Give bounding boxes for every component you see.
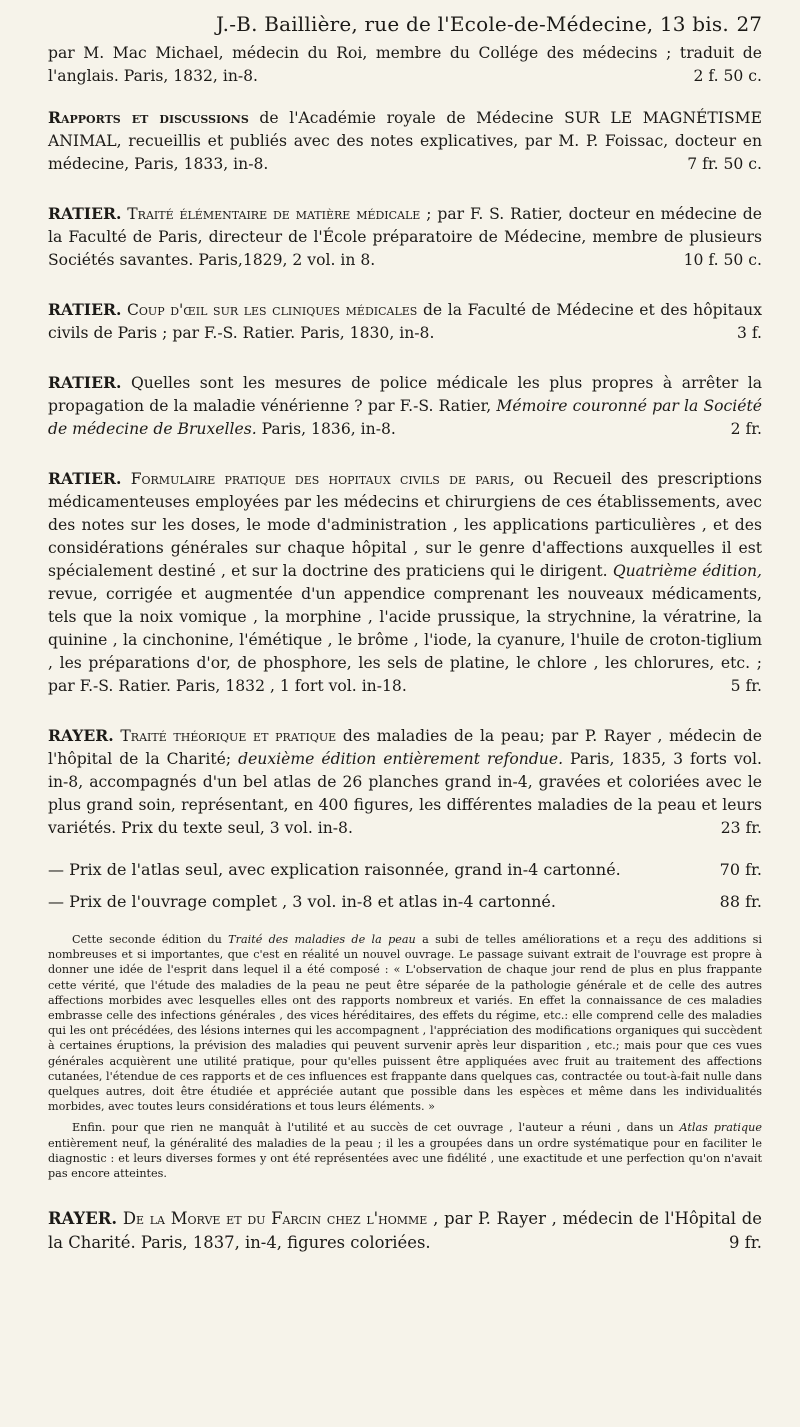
entry-italic: Mémoire couronné par la Société de médecine de Bruxelles. bbox=[48, 397, 762, 438]
entry-author: RAYER. bbox=[48, 1209, 118, 1229]
entry-author: RATIER. bbox=[48, 373, 122, 392]
entry-author: RAYER. bbox=[48, 726, 114, 745]
entry-text: , ou Recueil des prescriptions médicamenteuses employées par les médecins et chirurgiens de ces établissements, avec des notes sur les doses, le mode d'administration , les applications particulières , et des considérations générales sur chaque hôpital , sur le genre d'affections auxquelles il est spécialement destiné , et sur la doctrine des praticiens qui le dirigent. bbox=[48, 470, 762, 580]
running-header bbox=[48, 8, 762, 42]
entry-author: RATIER. bbox=[48, 469, 122, 488]
entry-price: 3 f. bbox=[736, 324, 762, 342]
entry-text: Quelles sont les mesures de police médicale les plus propres à arrêter la propagation de la maladie vénérienne ? par F.-S. Ratier, bbox=[48, 374, 762, 415]
price-line-complete bbox=[48, 890, 762, 914]
entry-title: Formulaire pratique des hopitaux civils de paris bbox=[130, 470, 510, 488]
entry-price: 9 fr. bbox=[729, 1233, 762, 1253]
entry-text: de la Faculté de Médecine et des hôpitaux civils de Paris ; par F.-S. Ratier. Paris, 1830, in-8. bbox=[48, 301, 762, 342]
entry-price: 5 fr. bbox=[730, 677, 762, 695]
entry-text: , par P. Rayer , médecin de l'Hôpital de la Charité. Paris, 1837, in-4, figures coloriées. bbox=[48, 1209, 762, 1253]
catalog-entry bbox=[48, 42, 762, 88]
note-text: a subi de telles améliorations et a reçu des additions si nombreuses et si importantes, que c'est en réalité un nouvel ouvrage. Le passage suivant extrait de l'ouvrage est propre à donner une idée de l'esprit dans lequel il a été composé : « L'observation de chaque jour rend de plus en plus frappante cette vérité, que l'étude des maladies de la peau ne peut être séparée de la pathologie générale et de celle des autres affections morbides avec lesquelles elles ont des rapports nombreux et variés. En effet la connaissance de ces maladies embrasse celle des infections générales , des vices héréditaires, des effets du régime, etc.: elle comprend celle des maladies qui les ont précédées, des lésions internes qui les accompagnent , l'appréciation des modifications organiques qui succèdent à certaines éruptions, la prévision des maladies qui peuvent survenir après leur disparition , etc.; mais pour que ces vues générales acquièrent une utilité pratique, pour qu'elles puissent être appliquées avec fruit au traitement des affections cutanées, l'étendue de ces rapports et de ces influences est frappante dans quelques cas, contractée ou tout-à-fait nulle dans quelques autres, doit être étudiée et appréciée autant que possible dans les espèces et même dans les individualités morbides, avec toutes leurs considérations et tous leurs éléments. » bbox=[48, 933, 762, 1114]
entry-title: Coup d'œil sur les cliniques médicales bbox=[126, 301, 418, 319]
price-line-text: — Prix de l'atlas seul, avec explication raisonnée, grand in-4 cartonné. bbox=[48, 860, 621, 879]
note-text: entièrement neuf, la généralité des maladies de la peau ; il les a groupées dans un ordre systématique pour en faciliter le diagnostic : et leurs diverses formes y ont été représentées avec une fidélité , une exactitude et une perfection qu'on n'avait pas encore atteintes. bbox=[48, 1136, 762, 1181]
entry-price: 23 fr. bbox=[720, 819, 762, 837]
entry-price: 7 fr. 50 c. bbox=[687, 155, 762, 173]
note-italic: Traité des maladies de la peau bbox=[228, 933, 416, 946]
note-italic: Atlas pratique bbox=[679, 1121, 762, 1135]
price-line-atlas bbox=[48, 858, 762, 882]
entry-text: de l'Académie royale de Médecine SUR LE MAGNÉTISME ANIMAL, recueillis et publiés avec des notes explicatives, par M. P. Foissac, docteur en médecine, Paris, 1833, in-8. bbox=[48, 109, 762, 173]
entry-price: 2 f. 50 c. bbox=[693, 67, 762, 85]
entry-text: des maladies de la peau; par P. Rayer , médecin de l'hôpital de la Charité; bbox=[48, 727, 762, 768]
note-text: Cette seconde édition du bbox=[72, 933, 229, 946]
description-note-2 bbox=[48, 1120, 762, 1181]
catalog-entry bbox=[48, 202, 762, 272]
entry-text-tail: Paris, 1835, 3 forts vol. in-8, accompagnés d'un bel atlas de 26 planches grand in-4, gravées et coloriées avec le plus grand soin, représentant, en 400 figures, les différentes maladies de la peau et leurs variétés. Prix du texte seul, 3 vol. in-8. bbox=[48, 750, 762, 837]
entry-title: Traité théorique et pratique bbox=[120, 727, 337, 745]
price-line-text: — Prix de l'ouvrage complet , 3 vol. in-8 et atlas in-4 cartonné. bbox=[48, 892, 556, 911]
entry-text: ; par F. S. Ratier, docteur en médecine de la Faculté de Paris, directeur de l'École préparatoire de Médecine, membre de plusieurs Sociétés savantes. Paris,1829, 2 vol. in 8. bbox=[48, 205, 762, 269]
description-note-1 bbox=[48, 932, 762, 1114]
entry-text: par M. Mac Michael, médecin du Roi, membre du Collége des médecins ; traduit de l'anglais. Paris, 1832, in-8. bbox=[48, 44, 762, 85]
price-line-amount: 88 fr. bbox=[719, 892, 762, 911]
entry-italic: Quatrième édition, bbox=[612, 562, 763, 580]
note-text: Enfin. pour que rien ne manquât à l'utilité et au succès de cet ouvrage , l'auteur a réuni , dans un bbox=[72, 1121, 680, 1135]
catalog-entry bbox=[48, 106, 762, 176]
entry-price: 2 fr. bbox=[730, 420, 762, 438]
catalog-entry bbox=[48, 724, 762, 840]
price-line-amount: 70 fr. bbox=[719, 860, 762, 879]
entry-text-tail: revue, corrigée et augmentée d'un appendice comprenant les nouveaux médicaments, tels que la noix vomique , la morphine , l'acide prussique, la strychnine, la vératrine, la quinine , la cinchonine, l'émétique , le brôme , l'iode, la cyanure, l'huile de croton-tiglium , les préparations d'or, de phosphore, les sels de platine, le chlore , les chlorures, etc. ; par F.-S. Ratier. Paris, 1832 , 1 fort vol. in-18. bbox=[48, 585, 762, 695]
entry-price: 10 f. 50 c. bbox=[683, 251, 762, 269]
catalog-entry bbox=[48, 298, 762, 345]
entry-heading: Rapports et discussions bbox=[48, 108, 249, 127]
catalog-entry bbox=[48, 371, 762, 441]
entry-author: RATIER. bbox=[48, 300, 122, 319]
entry-title: De la Morve et du Farcin chez l'homme bbox=[122, 1209, 428, 1229]
catalog-entry bbox=[48, 467, 762, 698]
header-title: J.-B. Baillière, rue de l'Ecole-de-Médecine, 13 bis. bbox=[216, 12, 729, 36]
entry-text-tail: Paris, 1836, in-8. bbox=[256, 420, 396, 438]
entry-title: Traité élémentaire de matière médicale bbox=[127, 205, 421, 223]
catalog-entry bbox=[48, 1207, 762, 1255]
page-number: 27 bbox=[736, 12, 762, 36]
entry-italic: deuxième édition entièrement refondue. bbox=[238, 750, 564, 768]
entry-author: RATIER. bbox=[48, 204, 122, 223]
